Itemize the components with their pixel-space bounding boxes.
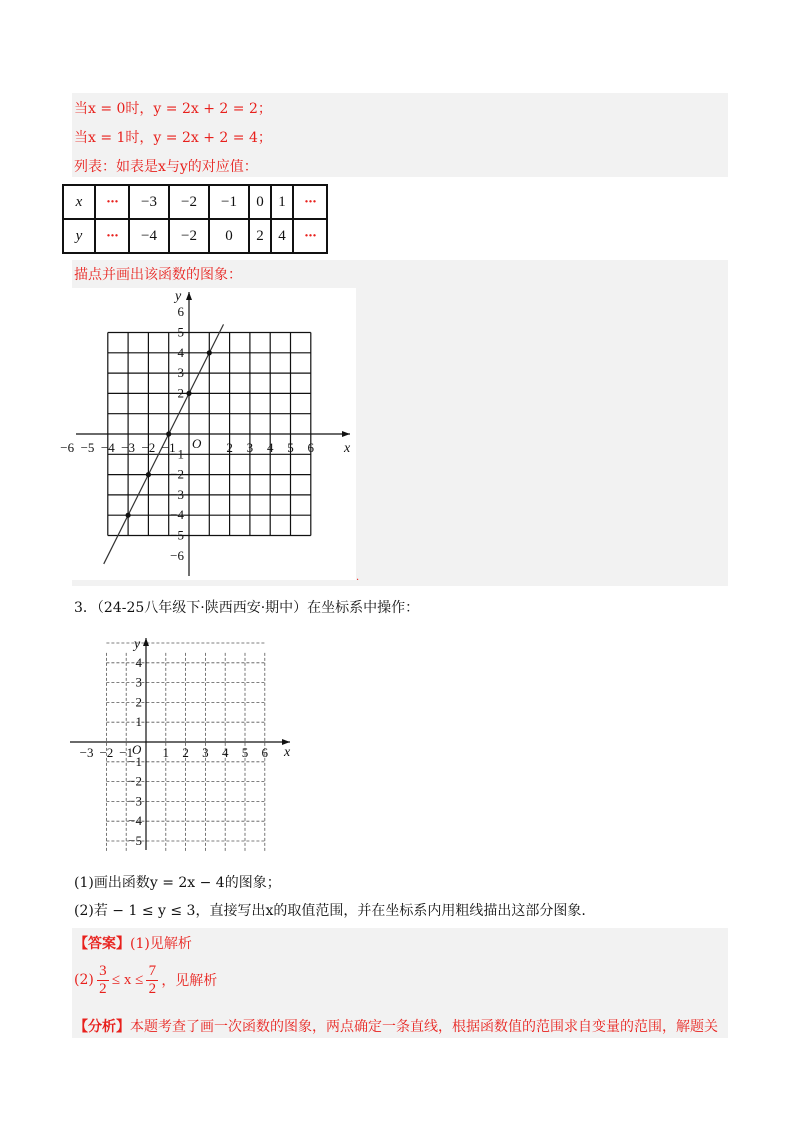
origin-label: O xyxy=(132,742,142,757)
analysis-tag: 【分析】 xyxy=(74,1019,130,1035)
table-cell: 0 xyxy=(249,185,271,219)
y-tick-label: 6 xyxy=(177,304,184,320)
x-tick-label: −5 xyxy=(80,440,95,455)
plotted-point xyxy=(186,391,191,396)
table-cell: ··· xyxy=(293,185,327,219)
x-axis-label: x xyxy=(284,745,291,760)
solution-line-4: 描点并画出该函数的图象： xyxy=(74,267,242,283)
question-1: (1)画出函数y = 2x − 4的图象； xyxy=(74,875,281,891)
plotted-point xyxy=(126,513,131,518)
fraction-lower-denominator: 2 xyxy=(99,980,107,997)
y-tick-label: −2 xyxy=(128,773,142,789)
x-tick-label: −3 xyxy=(79,745,94,760)
y-tick-label: 2 xyxy=(177,385,184,401)
analysis-text: 本题考查了画一次函数的图象，两点确定一条直线，根据函数值的范围求自变量的范围，解题关 xyxy=(130,1019,718,1035)
y-tick-label: 1 xyxy=(135,714,142,730)
fraction-upper xyxy=(146,963,158,998)
analysis-line xyxy=(74,1016,718,1036)
value-table xyxy=(62,184,328,254)
answer-2-inequality: ≤ x ≤ xyxy=(111,971,144,988)
answer-line-2 xyxy=(74,960,217,1000)
x-tick-label: −1 xyxy=(119,745,134,760)
coordinate-grid-2 xyxy=(64,632,304,854)
y-tick-label: 3 xyxy=(177,365,184,381)
table-cell: 0 xyxy=(209,219,249,253)
function-graph-1 xyxy=(60,288,356,580)
y-tick-label: 3 xyxy=(135,674,142,690)
answer-line-1 xyxy=(74,933,192,953)
fraction-lower xyxy=(97,963,109,998)
x-tick-label: −6 xyxy=(60,440,75,455)
table-cell: 4 xyxy=(271,219,293,253)
y-axis-label: y xyxy=(134,637,141,652)
graph2-axes xyxy=(70,638,290,850)
y-tick-label: −5 xyxy=(170,527,184,543)
x-tick-label: −1 xyxy=(161,440,176,455)
answer-2-suffix: ，见解析 xyxy=(161,973,218,989)
y-axis-label: y xyxy=(175,289,182,304)
table-row xyxy=(63,219,327,253)
y-tick-label: −3 xyxy=(128,793,142,809)
x-tick-label: 4 xyxy=(221,745,229,760)
table-cell: 1 xyxy=(271,185,293,219)
fraction-lower-numerator: 3 xyxy=(99,962,107,979)
solution-line-2: 当x = 1时，y = 2x + 2 = 4； xyxy=(74,130,272,146)
table-row xyxy=(63,185,327,219)
x-tick-label: −3 xyxy=(121,440,136,455)
x-tick-label: 2 xyxy=(226,440,233,455)
answer-part-1: (1)见解析 xyxy=(130,936,192,952)
fraction-upper-denominator: 2 xyxy=(148,980,157,997)
y-tick-label: −2 xyxy=(170,466,184,482)
fraction-upper-numerator: 7 xyxy=(148,962,157,979)
table-cell: ··· xyxy=(95,185,129,219)
red-dot-mark: . xyxy=(356,572,360,583)
x-tick-label: −4 xyxy=(100,440,115,455)
table-header-x: x xyxy=(63,185,95,219)
y-tick-label: −1 xyxy=(170,446,184,462)
table-cell: −2 xyxy=(169,185,209,219)
table-cell: 2 xyxy=(249,219,271,253)
table-cell: −2 xyxy=(169,219,209,253)
y-tick-label: −1 xyxy=(128,753,142,769)
plotted-point xyxy=(146,472,151,477)
problem-3-title: 3．（24-25八年级下·陕西西安·期中）在坐标系中操作： xyxy=(74,600,420,616)
x-axis-label: x xyxy=(344,441,351,456)
y-tick-label: −4 xyxy=(170,507,184,523)
x-tick-label: 2 xyxy=(182,745,189,760)
origin-label: O xyxy=(192,436,202,451)
y-tick-label: −4 xyxy=(128,813,142,829)
x-tick-label: 6 xyxy=(307,440,315,455)
plotted-point xyxy=(166,431,171,436)
solution-line-1: 当x = 0时，y = 2x + 2 = 2； xyxy=(74,101,272,117)
x-tick-label: −2 xyxy=(141,440,156,455)
table-cell: −4 xyxy=(129,219,169,253)
x-tick-label: 3 xyxy=(202,745,209,760)
y-tick-label: −6 xyxy=(170,547,184,563)
y-tick-label: −3 xyxy=(170,486,184,502)
x-tick-label: 1 xyxy=(162,745,170,760)
x-tick-label: 4 xyxy=(266,440,274,455)
table-header-y: y xyxy=(63,219,95,253)
y-tick-label: 4 xyxy=(177,344,184,360)
table-cell: ··· xyxy=(293,219,327,253)
question-2: (2)若 − 1 ≤ y ≤ 3，直接写出x的取值范围，并在坐标系内用粗线描出这部分图象. xyxy=(74,903,586,919)
x-tick-label: −2 xyxy=(99,745,114,760)
x-tick-label: 6 xyxy=(261,745,269,760)
y-tick-label: 5 xyxy=(177,324,184,340)
x-tick-label: 3 xyxy=(246,440,254,455)
answer-2-prefix: (2) xyxy=(74,972,94,988)
answer-tag: 【答案】 xyxy=(74,936,130,952)
solution-line-3: 列表：如表是x与y的对应值： xyxy=(74,159,258,175)
table-cell: −1 xyxy=(209,185,249,219)
table-cell: ··· xyxy=(95,219,129,253)
x-tick-label: 5 xyxy=(287,440,294,455)
x-tick-label: 5 xyxy=(241,745,249,760)
table-cell: −3 xyxy=(129,185,169,219)
plotted-point xyxy=(207,350,212,355)
y-axis-arrow xyxy=(143,638,149,646)
y-tick-label: 4 xyxy=(135,654,142,670)
y-tick-label: −5 xyxy=(128,833,142,848)
y-tick-label: 2 xyxy=(135,694,142,710)
